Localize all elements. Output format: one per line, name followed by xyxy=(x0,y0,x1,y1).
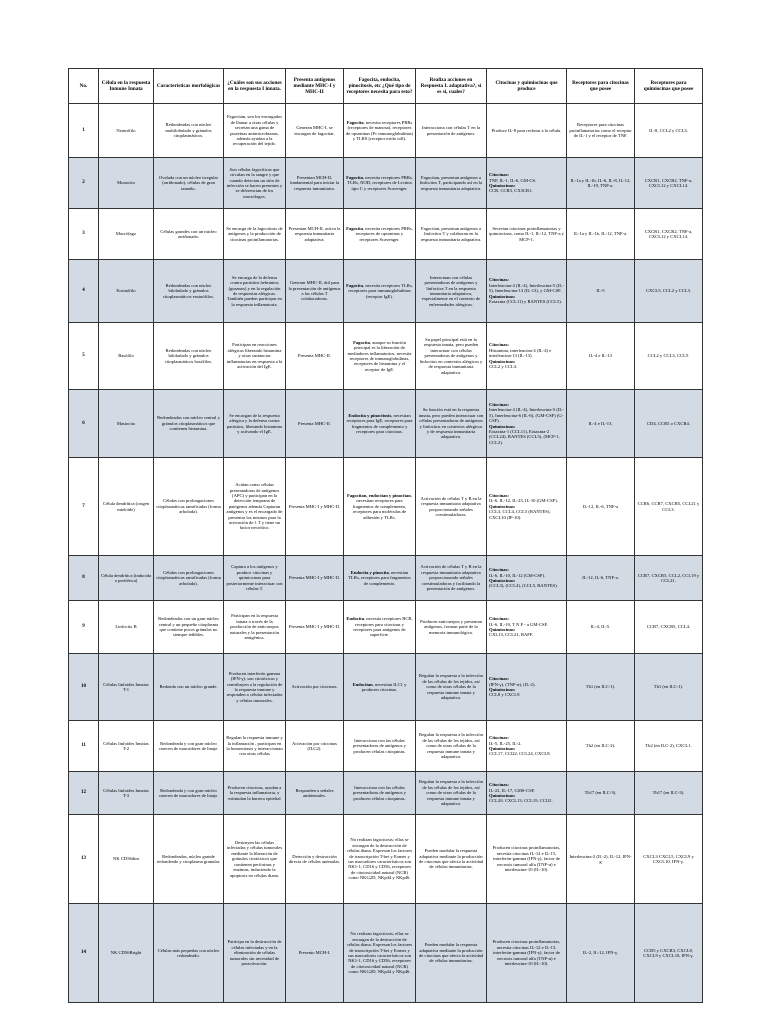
chemokines-title: Quimiocinas: xyxy=(489,627,516,632)
cell-phagocytosis xyxy=(344,260,416,323)
phagocytosis-text: No realizan fagocitosis; ellas se encargan de la destrucción de células diana. Expresan los factores de transcripción T-bet y Eomes y sus marcadores característicos son NK1-1, CD16 y CD56, receptores de citotoxicidad natural (NCR) como NKG2D, NKp44 y NKp46. xyxy=(346,837,413,881)
cell-cytokine-receptors: IL-5 xyxy=(567,260,635,323)
table-row xyxy=(69,458,703,556)
table-row xyxy=(69,904,703,1003)
cytokines-list: (IFN-γ), (TNF-α), (IL-2). xyxy=(489,681,536,687)
cell-chemokine-receptors: CCL2 y CCL3, CCL5. xyxy=(635,323,703,390)
cytokines-list: IL-6, IL-12, IL-23, IL-10 (GM-CSF). xyxy=(489,498,558,504)
table-row xyxy=(69,601,703,654)
immune-cells-table xyxy=(68,68,703,1003)
cytokines-title: Citocinas: xyxy=(489,616,509,622)
phagocytosis-keyword: Endocita y pinocitosis xyxy=(348,412,392,418)
phagocytosis-keyword: Fagocita xyxy=(346,119,364,125)
cytokines-list: Interleucina-4 (IL-4), Interleucina-5 (IL-5), Interleucina-13 (IL-13), y GM-CSF. xyxy=(489,282,564,294)
cell-cytokines xyxy=(487,556,567,601)
cytokines-list: Interleucina-4 (IL-4), Interleucina-5 (IL-5), Interleucina-6 (IL-6), (GM-CSF) (G-CSF). xyxy=(489,407,564,424)
chemokines-list: Eotaxina (CCL11) y RANTES (CCL5). xyxy=(489,299,562,305)
phagocytosis-keyword: Fagocita xyxy=(346,282,364,288)
cell-chemokine-receptors: Th2 (en ILC-2), CXCL1. xyxy=(635,721,703,772)
cell-morphology: Redondeadas, núcleo grande redondeado y citoplasma granular. xyxy=(154,815,224,904)
cell-actions: Regulan la respuesta inmune y la inflamación , participan en la homeostasis y interaccionan con otras células xyxy=(224,721,286,772)
table-row xyxy=(69,209,703,260)
chemokines-title: Quimiocinas: xyxy=(489,578,516,583)
cell-morphology: Redonda con un núcleo grande. xyxy=(154,654,224,721)
cell-cytokine-receptors: Th1 (en ILC-1). xyxy=(567,654,635,721)
table-row xyxy=(69,772,703,815)
cell-actions: Producen interferón gamma (IFN-γ), son citotóxicas y contribuyen a la regulación de la respuesta inmune y responden a células infectadas y células tumorales. xyxy=(224,654,286,721)
row-number: 6 xyxy=(69,390,99,458)
cell-cytokine-receptors: IL-4 e IL-13. xyxy=(567,390,635,458)
header-mhc: Presenta antígenos mediante MHC-I y MHC-II xyxy=(286,69,344,104)
phagocytosis-text: , aunque su función principal es la liberación de mediadores inflamatorios, necesita receptores de inmunoglobulinas, receptores de histamina y el receptor de IgE. xyxy=(347,339,412,372)
cell-phagocytosis xyxy=(344,323,416,390)
cell-adaptive: Su papel principal está en la respuesta innata, pero pueden interactuar con células presentadoras de antígenos y linfocitos en contextos alérgicos y de respuesta inmunitaria adaptativa. xyxy=(416,323,487,390)
cell-phagocytosis xyxy=(344,904,416,1003)
cell-cytokines xyxy=(487,654,567,721)
cell-mhc: Presento MCH-I. xyxy=(286,904,344,1003)
cell-name: Eosinófilo xyxy=(99,260,154,323)
cytokines-title: Citocinas: xyxy=(489,277,509,283)
row-number: 2 xyxy=(69,158,99,209)
cell-cytokines xyxy=(487,721,567,772)
cell-morphology: Redondeada y con gran núcleo carecen de marcadores de linaje. xyxy=(154,772,224,815)
cell-morphology: Ovalada con un núcleo irregular (arriñonado), células de gran tamaño. xyxy=(154,158,224,209)
phagocytosis-text: No realizan fagocitosis; ellas se encargan de la destrucción de células diana. Expresan los factores de transcripción T-bet y Eomes y sus marcadores característicos son NK1-1, CD16 y CD56, receptores de citotoxicidad natural (NCR) como NKG2D, NKp44 y NKp46. xyxy=(346,931,413,975)
cell-name: NK CD56dim xyxy=(99,815,154,904)
cell-cytokine-receptors: IL-12, IL-6, TNF-a xyxy=(567,458,635,556)
cell-chemokine-receptors: IL-8, CCL2 y CCL3. xyxy=(635,104,703,158)
cell-mhc: Activación por citocinas. xyxy=(286,654,344,721)
cell-actions: Actúan como células presentadoras de antígenos (APC) y participan en la detección temprana de patógenos además Capturan antígenos y es el encargado de presentar los mismos para la activación de l. T y tiene un factor necrótico. xyxy=(224,458,286,556)
cell-cytokine-receptors: IL-4 e IL-13 xyxy=(567,323,635,390)
cell-cytokines xyxy=(487,260,567,323)
cell-mhc: Presenta MHC-I y MHC-II. xyxy=(286,556,344,601)
chemokines-title: Quimiocinas: xyxy=(489,423,516,429)
header-cell: Célula en la respuesta Inmune Innata xyxy=(99,69,154,104)
row-number: 9 xyxy=(69,601,99,654)
phagocytosis-keyword: Fagocita xyxy=(353,339,370,345)
cell-chemokine-receptors: CCR6, CCR7, CXCR5, CCL21 y CCL3. xyxy=(635,458,703,556)
table-row xyxy=(69,158,703,209)
chemokines-list: CCL3, CCL4, CCL5 (RANTES), CXCL10 (IP-10). xyxy=(489,509,551,520)
cell-name: Monocito xyxy=(99,158,154,209)
cell-actions: Destruyen las células infectadas y células tumorales mediante la liberación de gránulos citotóxicos que contienen perforinas y enzimas, induciendo la apoptosis en células diana. xyxy=(224,815,286,904)
chemokines-title: Quimiocinas: xyxy=(489,293,516,299)
cell-adaptive: Regulan la respuesta a la infección de las células de los tejidos, así como de otras células de la respuesta inmune innata y adaptativa. xyxy=(416,772,487,815)
cell-cytokine-receptors: Interleucina-2 (IL-2), IL-12, IFN-g xyxy=(567,815,635,904)
table-row xyxy=(69,556,703,601)
chemokines-title: Quimiocinas: xyxy=(489,358,516,364)
cell-morphology: Redondeadas con núcleo multilobulado y gránulos citoplasmáticos. xyxy=(154,104,224,158)
phagocytosis-text: Interacciona con las células presentadoras de antígenos y producen células citoquinas. xyxy=(353,784,406,801)
cytokines-title: Citocinas: xyxy=(489,401,509,407)
cell-actions: Participan en la respuesta innata a través de la producción de anticuerpos naturales y la presentación antigénica. xyxy=(224,601,286,654)
cell-adaptive: Regulan la respuesta a la infección de las células de los tejidos, así como de otras células de la respuesta inmune innata y adaptativa. xyxy=(416,721,487,772)
row-number: 12 xyxy=(69,772,99,815)
cell-chemokine-receptors: CXCL5, CCL2 y CCL3. xyxy=(635,260,703,323)
cell-name: Células linfoides Innatas T-1 xyxy=(99,654,154,721)
cytokines-title: Citocinas: xyxy=(489,342,509,348)
phagocytosis-keyword: Fagocita xyxy=(346,174,363,180)
cell-mhc: Presenta MHC-I y MHC-II. xyxy=(286,601,344,654)
cell-phagocytosis xyxy=(344,158,416,209)
cell-adaptive: Su función está en la respuesta innata, pero pueden interactuar con células presentadoras de antígenos y linfocitos en contextos alérgicos y de respuesta inmunitaria adaptativa. xyxy=(416,390,487,458)
cytokines-title: Citocinas: xyxy=(489,567,509,573)
cell-phagocytosis xyxy=(344,654,416,721)
table-body xyxy=(69,104,703,1003)
phagocytosis-keyword: Endocita xyxy=(346,616,364,622)
chemokines-list: CCL20, CXCL13, CCL19, CCl21. xyxy=(489,798,553,804)
header-actions: ¿Cuáles son sus acciones en la respuesta I innata. xyxy=(224,69,286,104)
cell-name: Linfocito B xyxy=(99,601,154,654)
cell-mhc: Presenta MHC-I y MHC-II. xyxy=(286,458,344,556)
cell-phagocytosis xyxy=(344,209,416,260)
cell-morphology: Células con prolongaciones citoplasmáticas ramificadas (forma arbolada). xyxy=(154,556,224,601)
chemokines-list: CCR, CCR3, CX3CR1. xyxy=(489,188,533,194)
row-number: 7 xyxy=(69,458,99,556)
row-number: 10 xyxy=(69,654,99,721)
cell-mhc: Detección y destrucción directa de células anómalas. xyxy=(286,815,344,904)
phagocytosis-keyword: Fagocita xyxy=(346,225,363,231)
cell-adaptive: Fagocitan, presentan antígenos a linfocitos T, participando así en la respuesta inmunitaria adaptativa. xyxy=(416,158,487,209)
cell-actions: Fagocitan, son los encargados de llamar a otras células y secretan una gama de proteínas antimicrobianas, además ayudan a la recuperación del tejido. xyxy=(224,104,286,158)
cell-cytokines xyxy=(487,158,567,209)
cell-cytokine-receptors: IL-2, IL-12, IFN-γ. xyxy=(567,904,635,1003)
cytokines-list: Producen citocinas proinflamatorias, necesita citocinas IL-12 e IL-15, interferón-gamma (IFN-γ), factor de necrosis tumoral alfa (TNF-α) e interleucina-10 (IL-10). xyxy=(492,845,561,873)
header-adaptive: Realiza acciones en Respuesta I. adaptativa?, si es si, cuales? xyxy=(416,69,487,104)
phagocytosis-keyword: Endocitan xyxy=(352,681,373,687)
cell-cytokines xyxy=(487,772,567,815)
cell-adaptive: Activación de células T y B en la respuesta inmunitaria adaptativa proporcionando señales coestimuladoras. xyxy=(416,458,487,556)
table-row xyxy=(69,323,703,390)
header-cytokines: Citocinas y quimiocinas que produce xyxy=(487,69,567,104)
phagocytosis-text: , necesita receptores PRRs, receptores de opsoninas y receptores Scavenger. xyxy=(355,225,413,242)
cell-chemokine-receptors: Th17 (en ILC-3). xyxy=(635,772,703,815)
cell-mhc: Presenta MHC-II. xyxy=(286,390,344,458)
cell-adaptive: Pueden modular la respuesta adaptativa mediante la producción de citocinas que afecta la actividad de células inmunitarias. xyxy=(416,815,487,904)
cell-chemokine-receptors: CD4, CCR5 o CXCR4. xyxy=(635,390,703,458)
cell-morphology: Células con prolongaciones citoplasmáticas ramificadas (forma arbolada). xyxy=(154,458,224,556)
cell-adaptive: Activación de células T y B en la respuesta inmunitaria adaptativa proporcionando señales coestimuladoras y facilitando la presentación de antígenos. xyxy=(416,556,487,601)
cell-phagocytosis xyxy=(344,721,416,772)
phagocytosis-text: , necesita receptores PRRs (receptores de manosa), receptores de opsoninas (Fc inmunoglobulinas) y TLRS (receptor estilo toll). xyxy=(346,119,413,141)
cytokines-title: Citocinas: xyxy=(489,782,509,788)
cell-adaptive: Producen anticuerpos y presentan antígenos, forman parte de la memoria inmunológica. xyxy=(416,601,487,654)
cell-morphology: Redondeadas con núcleo central y gránulos citoplasmáticos que contienen histamina. xyxy=(154,390,224,458)
cell-name: Macrófago xyxy=(99,209,154,260)
phagocytosis-keyword: Endocita y pinocita xyxy=(350,569,389,575)
row-number: 14 xyxy=(69,904,99,1003)
phagocytosis-text: , necesita receptores BCR, receptores para citocinas y receptores para antígenos de superficie. xyxy=(353,616,413,638)
cell-name: Mastocito xyxy=(99,390,154,458)
cell-mhc: Activación por citocinas (ILC2). xyxy=(286,721,344,772)
cytokines-title: Citocinas: xyxy=(489,492,509,498)
phagocytosis-text: Interacciona con las células presentadoras de antígenos y producen células citoquinas. xyxy=(353,737,406,754)
cell-actions: Son células fagocíticas que circulan en la sangre y que cuando detectan un sitio de infección se hacen presentes y se diferencian de los macrófagos. xyxy=(224,158,286,209)
cytokines-list: IL-22, IL-17, GMS-CSF. xyxy=(489,787,535,793)
cell-cytokine-receptors: IL-12, IL-6, TNF-a. xyxy=(567,556,635,601)
cell-cytokines xyxy=(487,104,567,158)
cell-chemokine-receptors: CXCR1, CXCR2, TNF-a, CXCL12 y CXCL14. xyxy=(635,209,703,260)
chemokines-title: Quimiocinas: xyxy=(489,746,516,751)
cell-mhc: Presentan MCH-II, activa la respuesta inmunitaria adaptativa. xyxy=(286,209,344,260)
cell-morphology: Redondeada y con gran núcleo carecen de marcadores de linaje. xyxy=(154,721,224,772)
cell-mhc: Presenta MHC-II. xyxy=(286,323,344,390)
cell-name: Basófilo xyxy=(99,323,154,390)
table-row xyxy=(69,721,703,772)
chemokines-title: Quimiocinas: xyxy=(489,503,516,509)
cell-adaptive: Regulan la respuesta a la infección de las células de los tejidos, así como de otras células de la respuesta inmune innata y adaptativa. xyxy=(416,654,487,721)
chemokines-title: Quimiocinas: xyxy=(489,183,516,188)
cell-name: Célula dendrítica (origen mieloide) xyxy=(99,458,154,556)
row-number: 5 xyxy=(69,323,99,390)
document-page xyxy=(68,68,702,1003)
cytokines-title: Citocinas: xyxy=(489,676,509,682)
cell-cytokine-receptors: IL-1a y IL-1b, IL-12, TNF-a. xyxy=(567,209,635,260)
cell-cytokines xyxy=(487,458,567,556)
cytokines-list: IL-6, IL-10, IL-12 (GM-CSF). xyxy=(489,572,546,578)
cell-cytokine-receptors: IL-4, IL-5. xyxy=(567,601,635,654)
row-number: 11 xyxy=(69,721,99,772)
chemokines-list: CXL13, CCL21, BAFF. xyxy=(489,632,534,638)
cytokines-list: IL-6, IL-10, T N F - a GM-CSF. xyxy=(489,621,548,627)
phagocytosis-text: , necesitan receptores para IgE, receptores para fragmentos de complemento y receptores para citocinas. xyxy=(346,412,413,434)
cell-phagocytosis xyxy=(344,815,416,904)
cell-cytokines xyxy=(487,815,567,904)
phagocytosis-text: , necesitan TLRs, receptores para fragmentos de complemento. xyxy=(348,569,411,586)
header-no: No. xyxy=(69,69,99,104)
row-number: 13 xyxy=(69,815,99,904)
header-chemokine-receptors: Receptores para quimiocinas que posee xyxy=(635,69,703,104)
cell-morphology: Redondeadas con un gran núcleo central y un pequeño citoplasma que contiene pocos gránulos no siempre teñibles. xyxy=(154,601,224,654)
phagocytosis-text: , necesitan ILC1 y producen citocinas. xyxy=(361,681,407,692)
cytokines-title: Citocinas: xyxy=(489,172,509,178)
cell-name: Células linfoides Innatas T-2 xyxy=(99,721,154,772)
cytokines-title: Citocinas: xyxy=(489,735,509,741)
cell-actions: Se encarga de la fagocitosis de antígenos y la producción de citocinas proinflamatorias. xyxy=(224,209,286,260)
cell-cytokines xyxy=(487,209,567,260)
cell-actions: Participa en la destrucción de células infectadas y en la eliminación de células tumorales sin necesidad de preactivación. xyxy=(224,904,286,1003)
cell-cytokine-receptors: Th2 (en ILC-2). xyxy=(567,721,635,772)
cell-morphology: Redondeadas con núcleo bilobulado y gránulos citoplasmáticos eosinófilos. xyxy=(154,260,224,323)
cell-cytokines xyxy=(487,601,567,654)
cytokines-list: Produce IL-8 para reclutar a la célula. xyxy=(491,127,562,133)
cell-phagocytosis xyxy=(344,390,416,458)
cell-cytokine-receptors: Receptores para citocinas proinflamatorias como el receptor de IL-1 y el receptor de TNF. xyxy=(567,104,635,158)
row-number: 4 xyxy=(69,260,99,323)
table-row xyxy=(69,260,703,323)
chemokines-list: CCL17, CCl22, CCL24, CXCL8. xyxy=(489,751,551,757)
cell-phagocytosis xyxy=(344,458,416,556)
cell-phagocytosis xyxy=(344,601,416,654)
cell-chemokine-receptors: CXCL3 CXCL5, CXCL9 y CXCL10, IFN-γ. xyxy=(635,815,703,904)
cell-phagocytosis xyxy=(344,104,416,158)
cell-actions: Captura a los antígenos y produce citocinas y quimiocinas para posteriormente interactuar con células T. xyxy=(224,556,286,601)
phagocytosis-text: , necesita receptores PRRs, TLRs, NOD, receptores de Lectina tipo C y receptores Scavenger. xyxy=(347,174,413,191)
cell-name: Célula dendrítica (inducida o periférica) xyxy=(99,556,154,601)
cell-adaptive: Interactuan con células presentadoras de antígenos y linfocitos T en la respuesta inmunitaria adaptativa, especialmente en el contexto de enfermedades alérgicas. xyxy=(416,260,487,323)
cell-mhc: Responden a señales ambientales. xyxy=(286,772,344,815)
chemokines-list: Eotaxina-1 (CCL11), Eotaxina-2 (CCL24), RANTES (CCL5), (MCP-1, CCL2). xyxy=(489,428,560,445)
cell-mhc: Presentan MCH-II, fundamental para iniciar la respuesta inmunitaria. xyxy=(286,158,344,209)
cytokines-list: IL-5, IL-25, IL-2. xyxy=(489,740,522,746)
cytokines-list: TNF, IL-1, IL-6, GM-CS. xyxy=(489,177,537,183)
header-phagocytosis: Fagocita, endocita, pinocitosis, etc ¿Qué tipo de receptores necesita para esto? xyxy=(344,69,416,104)
table-row xyxy=(69,390,703,458)
chemokines-list: CCL2 y CCL3. xyxy=(489,364,518,370)
cell-cytokines xyxy=(487,323,567,390)
table-header-row xyxy=(69,69,703,104)
table-row xyxy=(69,815,703,904)
cell-cytokines xyxy=(487,390,567,458)
cell-actions: Participan en reacciones alérgicas liberando histamina y otras sustancias inflamatorias en respuesta a la activación del IgE. xyxy=(224,323,286,390)
phagocytosis-text: , necesita receptores TLRs, receptores para inmunoglobulinas (receptor IgE). xyxy=(348,282,413,299)
table-row xyxy=(69,104,703,158)
cytokines-list: Histamina, interleucina-4 (IL-4) e interleucina-13 (IL-13). xyxy=(489,347,552,359)
phagocytosis-text: , necesitan receptores para fragmentos de complemento, receptores para moléculas de adhesión y TLRs. xyxy=(352,492,412,520)
cell-phagocytosis xyxy=(344,772,416,815)
cell-adaptive: Fagocitan, presentan antígenos a linfocitos T y colaboran en la respuesta inmunitaria adaptativa. xyxy=(416,209,487,260)
cell-name: Células linfoides Innatas T-3 xyxy=(99,772,154,815)
row-number: 8 xyxy=(69,556,99,601)
chemokines-list: CCL8 y CXCL9. xyxy=(489,692,521,698)
cell-morphology: Redondeadas con núcleo bilobulado y gránulos citoplasmáticos basófilos. xyxy=(154,323,224,390)
chemokines-title: Quimiocinas: xyxy=(489,687,516,692)
cytokines-list: Producen citocinas proinflamatorias, necesita citocinas IL-12 e IL-15, interferón-gamma (IFN-γ), factor de necrosis tumoral alfa (TNF-α) e interleucina-10 (IL-10). xyxy=(492,939,561,967)
cell-cytokine-receptors: IL-1a y IL-1b, IL-6, IL-8, IL-12, IL-19, TNF-a. xyxy=(567,158,635,209)
cell-name: NK CD56Bright xyxy=(99,904,154,1003)
cell-mhc: Generan MHC-II, útil para la presentación de antígenos a las células T colaboradoras. xyxy=(286,260,344,323)
cell-cytokines xyxy=(487,904,567,1003)
row-number: 1 xyxy=(69,104,99,158)
cell-chemokine-receptors: Th1 (en ILC-1). xyxy=(635,654,703,721)
row-number: 3 xyxy=(69,209,99,260)
header-cytokine-receptors: Receptores para citocinas que posee xyxy=(567,69,635,104)
cell-chemokine-receptors: CCR7, CXCR5, CCL4. xyxy=(635,601,703,654)
header-morphology: Características morfológicas xyxy=(154,69,224,104)
cell-adaptive: Pueden modular la respuesta adaptativa mediante la producción de citocinas que afecta la actividad de células inmunitarias. xyxy=(416,904,487,1003)
cell-chemokine-receptors: CCR5 y CXCR3, CXCL8, CXCL9 y CXCL10, IFN-γ. xyxy=(635,904,703,1003)
cell-cytokine-receptors: Th17 (en ILC-3). xyxy=(567,772,635,815)
cell-actions: Se encarga de la defensa contra parásitos helmintos (gusanos) y en la regulación de respuestas alérgicas. También pueden participar en la respuesta inflamatoria. xyxy=(224,260,286,323)
chemokines-title: Quimiocinas: xyxy=(489,793,516,798)
cell-morphology: Células grandes con un núcleo arriñonado. xyxy=(154,209,224,260)
chemokines-list: (CCL3), (CCL4), (CCL5, RANTES). xyxy=(489,583,558,589)
cell-phagocytosis xyxy=(344,556,416,601)
cell-morphology: Células más pequeñas con núcleo redondeado. xyxy=(154,904,224,1003)
cytokines-list: Secretan citocinas proinflamatorias y quimiocinas, como IL-1, IL-12, TNF-a y MCP-1. xyxy=(489,225,564,242)
cell-mhc: Generan MHC-I, se encargan de fagocitar. xyxy=(286,104,344,158)
phagocytosis-keyword: Fagocitan, endocitan y pinocitan xyxy=(347,492,411,498)
cell-chemokine-receptors: CXCR1, CXCR2, TNF-a, CXCL12 y CXCL14. xyxy=(635,158,703,209)
cell-adaptive: Interacciona con células T en la presentación de antígenos. xyxy=(416,104,487,158)
table-row xyxy=(69,654,703,721)
cell-actions: Se encargan de la respuesta alérgica y la defensa contra parásitos, liberando histamina y activando el IgE. xyxy=(224,390,286,458)
cell-chemokine-receptors: CCR7, CXCR5, CCL2, CCL19 y CCL21. xyxy=(635,556,703,601)
cell-name: Neutrófilo xyxy=(99,104,154,158)
cell-actions: Producen citocinas, ayudan a la respuesta inflamatoria, y estimulan la barrera epitelial xyxy=(224,772,286,815)
